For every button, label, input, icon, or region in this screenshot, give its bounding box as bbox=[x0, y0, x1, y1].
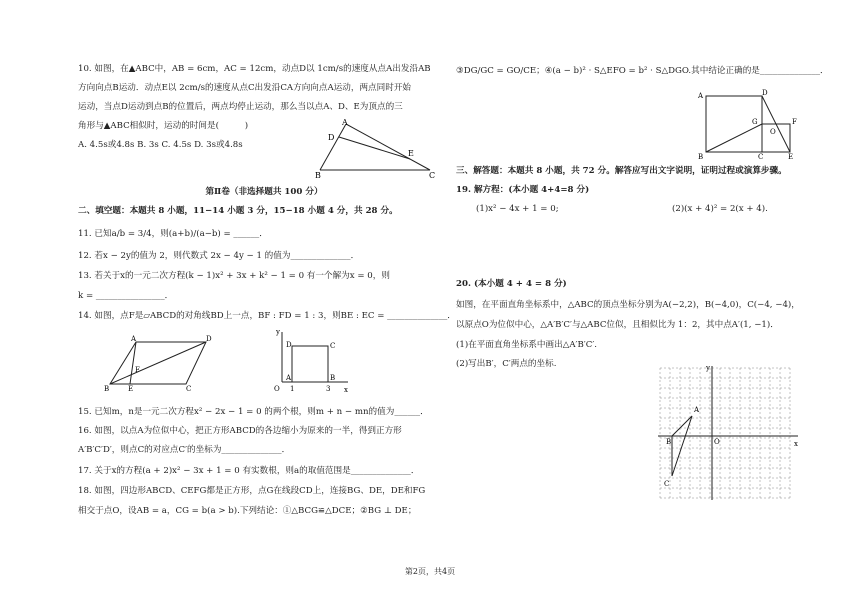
q18-fig-label-g: G bbox=[752, 118, 758, 126]
q12: 12. 若x − 2y的值为 2，则代数式 2x − 4y − 1 的值为______________． bbox=[78, 251, 360, 261]
q18-fig-label-c: C bbox=[758, 153, 764, 160]
q10-fig-label-a: A bbox=[342, 118, 348, 127]
q19-part-1: (1)x² − 4x + 1 = 0; bbox=[476, 204, 559, 214]
q11: 11. 已知a/b = 3/4，则(a+b)/(a−b) = ______． bbox=[78, 229, 268, 239]
fill-in-header: 二、填空题：本题共 8 小题，11−14 小题 3 分，15−18 小题 4 分，共 28 分。 bbox=[78, 206, 398, 216]
q20-line-4: (2)写出B′，C′两点的坐标. bbox=[456, 359, 557, 369]
q20-line-3: (1)在平面直角坐标系中画出△A′B′C′. bbox=[456, 340, 597, 350]
q16-square-figure bbox=[266, 328, 352, 396]
q10-options: A. 4.5s或4.8s B. 3s C. 4.5s D. 3s或4.8s bbox=[78, 140, 243, 150]
q19-title: 19. 解方程：(本小题 4+4=8 分) bbox=[456, 185, 590, 195]
q16-fig-label-a: A bbox=[286, 374, 292, 382]
section-2-title: 第Ⅱ卷（非选择题共 100 分） bbox=[205, 187, 323, 197]
q13-line-2: k = ________________． bbox=[78, 291, 174, 301]
q18-fig-label-d: D bbox=[762, 89, 768, 97]
q10-fig-label-d: D bbox=[328, 133, 335, 142]
q18-line-1: 18. 如图，四边形ABCD、CEFG都是正方形，点G在线段CD上，连接BG、DE，DE和FG bbox=[78, 486, 426, 496]
q10-fig-label-c: C bbox=[429, 171, 436, 180]
grid-label-x: x bbox=[794, 440, 798, 448]
q16-line-2: A′B′C′D′，则点C的对应点C′的坐标为______________． bbox=[78, 445, 291, 455]
q15: 15. 已知m，n是一元二次方程x² − 2x − 1 = 0 的两个根，则m + n − mn的值为______． bbox=[78, 407, 429, 417]
grid-label-o: O bbox=[714, 438, 720, 446]
q16-fig-label-o: O bbox=[274, 385, 280, 393]
q14-fig-label-f: F bbox=[135, 366, 140, 374]
grid-label-y: y bbox=[706, 364, 710, 372]
q14-fig-label-d: D bbox=[206, 335, 212, 343]
q18-line-2: 相交于点O，设AB = a，CG = b(a > b).下列结论：①△BCG≌△DCE；②BG ⊥ DE； bbox=[78, 506, 417, 516]
q19-part-2: (2)(x + 4)² = 2(x + 4). bbox=[672, 204, 768, 214]
triangle-abc bbox=[672, 416, 692, 476]
q14-fig-label-c: C bbox=[186, 385, 192, 392]
q13-line-1: 13. 若关于x的一元二次方程(k − 1)x² + 3x + k² − 1 = 0 有一个解为x = 0，则 bbox=[78, 271, 390, 281]
page-footer: 第2页，共4页 bbox=[404, 567, 456, 576]
q16-fig-label-b: B bbox=[330, 374, 336, 382]
grid-label-c: C bbox=[664, 480, 670, 488]
grid-lines bbox=[660, 368, 790, 498]
q17: 17. 关于x的方程(a + 2)x² − 3x + 1 = 0 有实数根，则a的取值范围是______________． bbox=[78, 466, 420, 476]
q16-fig-label-c: C bbox=[330, 342, 336, 350]
q18-continued: ③DG/GC = GO/CE；④(a − b)² · S△EFO = b² · S△DGO.其中结论正确的是______________． bbox=[456, 66, 829, 76]
q20-coordinate-grid bbox=[652, 364, 802, 504]
q20-line-1: 如图，在平面直角坐标系中，△ABC的顶点坐标分别为A(−2,2)，B(−4,0)，C(−4, −4)， bbox=[456, 300, 800, 310]
q14-fig-label-a: A bbox=[131, 335, 137, 343]
q18-fig-label-b: B bbox=[698, 153, 704, 160]
q10-fig-label-b: B bbox=[315, 171, 321, 180]
q10-line-4: 角形与▲ABC相似时，运动的时间是( ) bbox=[78, 121, 249, 131]
grid-label-a: A bbox=[694, 406, 700, 414]
grid-label-b: B bbox=[666, 438, 672, 446]
q14-parallelogram-figure bbox=[102, 334, 222, 392]
q18-fig-label-f: F bbox=[792, 118, 797, 126]
q18-fig-label-e: E bbox=[788, 153, 794, 160]
q10-fig-label-e: E bbox=[408, 149, 414, 158]
q18-squares-figure bbox=[696, 88, 814, 160]
solve-header: 三、解答题：本题共 8 小题，共 72 分。解答应写出文字说明，证明过程或演算步骤。 bbox=[456, 166, 787, 176]
q14: 14. 如图，点F是▱ABCD的对角线BD上一点，BF : FD = 1 : 3，则BE : EC = ______________． bbox=[78, 311, 456, 321]
q18-fig-label-o: O bbox=[770, 128, 776, 136]
q20-title: 20. (本小题 4 + 4 = 8 分) bbox=[456, 279, 567, 289]
q10-triangle-figure bbox=[312, 118, 442, 180]
q10-line-2: 方向向点B运动．动点E以 2cm/s的速度从点C出发沿CA方向向点A运动，两点同时开始 bbox=[78, 83, 412, 93]
q10-line-3: 运动，当点D运动到点B的位置后，两点均停止运动，那么当以点A、D、E为顶点的三 bbox=[78, 102, 403, 112]
q14-fig-label-e: E bbox=[128, 385, 134, 392]
q16-fig-label-x: x bbox=[344, 386, 348, 394]
q16-fig-label-d: D bbox=[286, 341, 292, 349]
q18-fig-label-a: A bbox=[698, 92, 704, 100]
q16-fig-label-y: y bbox=[276, 328, 280, 336]
q16-line-1: 16. 如图，以点A为位似中心，把正方形ABCD的各边缩小为原来的一半，得到正方形 bbox=[78, 426, 402, 436]
q16-fig-label-1: 1 bbox=[290, 385, 295, 393]
q10-line-1: 10. 如图，在▲ABC中，AB = 6cm，AC = 12cm，动点D以 1cm/s的速度从点A出发沿AB bbox=[78, 64, 431, 74]
q16-fig-label-3: 3 bbox=[326, 385, 331, 393]
q14-fig-label-b: B bbox=[104, 385, 110, 392]
q20-line-2: 以原点O为位似中心，△A′B′C′与△ABC位似，且相似比为 1：2，其中点A′(1, −1)． bbox=[456, 320, 779, 330]
